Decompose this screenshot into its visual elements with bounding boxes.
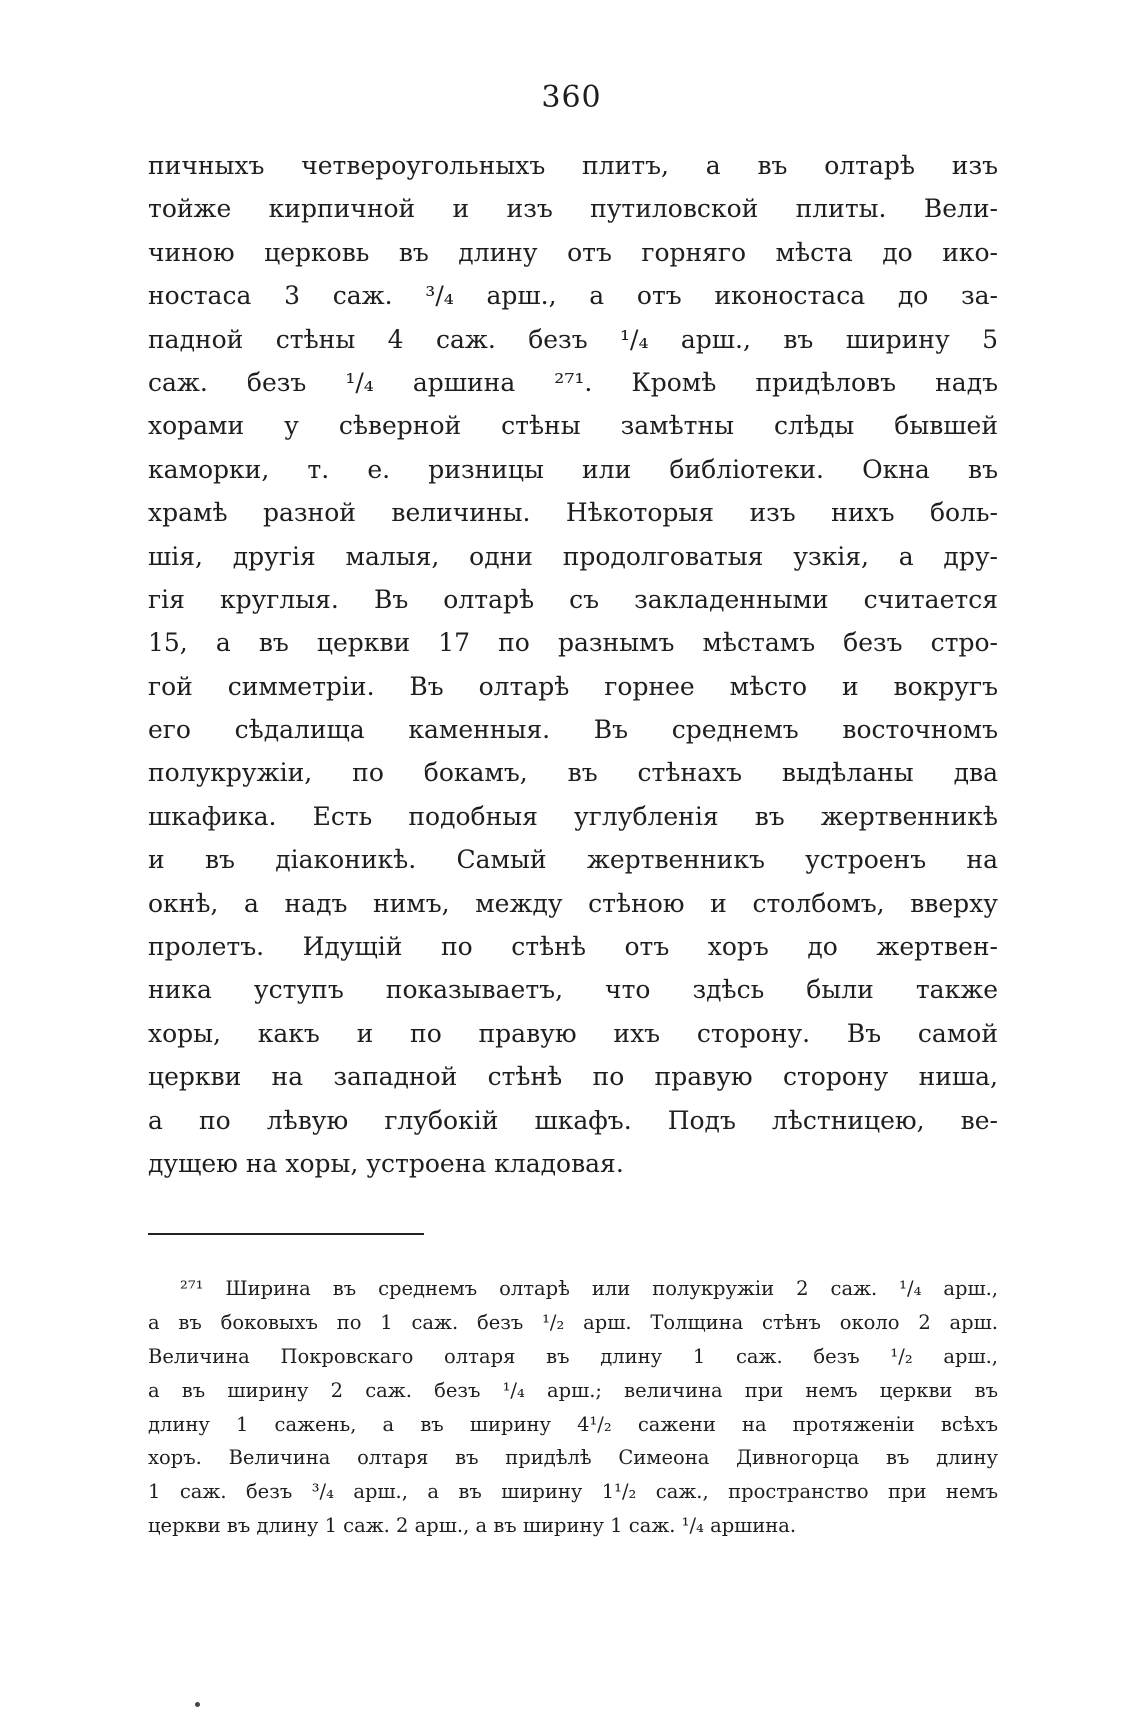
text-line: 15, а въ церкви 17 по разнымъ мѣстамъ безъ стро- <box>148 628 998 658</box>
text-line: храмѣ разной величины. Нѣкоторыя изъ нихъ боль- <box>148 498 998 528</box>
text-line: каморки, т. е. ризницы или библіотеки. Окна въ <box>148 454 998 484</box>
main-text <box>148 144 998 1185</box>
text-line: а по лѣвую глубокій шкафъ. Подъ лѣстницею, ве- <box>148 1105 998 1135</box>
text-line: саж. безъ ¹/₄ аршина ²⁷¹. Кромѣ придѣловъ надъ <box>148 367 998 397</box>
text-line: ностаса 3 саж. ³/₄ арш., а отъ иконостаса до за- <box>148 281 998 311</box>
footnote-divider <box>148 1233 424 1235</box>
text-line: и въ діаконикѣ. Самый жертвенникъ устроенъ на <box>148 845 998 875</box>
text-line: дущею на хоры, устроена кладовая. <box>148 1148 624 1178</box>
footnote-line: длину 1 сажень, а въ ширину 4¹/₂ сажени на протяженіи всѣхъ <box>148 1412 998 1436</box>
text-line: полукружіи, по бокамъ, въ стѣнахъ выдѣланы два <box>148 758 998 788</box>
text-line: шкафика. Есть подобныя углубленія въ жертвенникѣ <box>148 801 998 831</box>
text-line: пичныхъ четвероугольныхъ плитъ, а въ олтарѣ изъ <box>148 151 998 180</box>
footnote-line: церкви въ длину 1 саж. 2 арш., а въ ширину 1 саж. ¹/₄ аршина. <box>148 1514 797 1538</box>
print-speck <box>195 1702 200 1707</box>
text-line: пролетъ. Идущій по стѣнѣ отъ хоръ до жертвен- <box>148 932 998 962</box>
text-line: церкви на западной стѣнѣ по правую сторону ниша, <box>148 1062 998 1092</box>
footnote-line: ²⁷¹ Ширина въ среднемъ олтарѣ или полукружіи 2 саж. ¹/₄ арш., <box>180 1277 998 1300</box>
footnote-line: Величина Покровскаго олтаря въ длину 1 саж. безъ ¹/₂ арш., <box>148 1344 998 1368</box>
footnote-line: хоръ. Величина олтаря въ придѣлѣ Симеона Дивногорца въ длину <box>148 1446 998 1470</box>
text-line: хорами у сѣверной стѣны замѣтны слѣды бывшей <box>148 411 998 441</box>
text-line: шія, другія малыя, одни продолговатыя узкія, а дру- <box>148 541 998 571</box>
text-line: хоры, какъ и по правую ихъ сторону. Въ самой <box>148 1018 998 1048</box>
text-line: ника уступъ показываетъ, что здѣсь были также <box>148 975 998 1005</box>
page-number: 360 <box>541 80 602 115</box>
footnote-block <box>148 1272 998 1543</box>
footnote-line: а въ ширину 2 саж. безъ ¹/₄ арш.; величина при немъ церкви въ <box>148 1378 998 1402</box>
footnote-line: а въ боковыхъ по 1 саж. безъ ¹/₂ арш. Толщина стѣнъ около 2 арш. <box>148 1310 998 1334</box>
text-line: его сѣдалища каменныя. Въ среднемъ восточномъ <box>148 715 998 745</box>
text-line: тойже кирпичной и изъ путиловской плиты. Вели- <box>148 194 998 224</box>
text-line: падной стѣны 4 саж. безъ ¹/₄ арш., въ ширину 5 <box>148 324 998 354</box>
text-line: гія круглыя. Въ олтарѣ съ закладенными считается <box>148 584 998 614</box>
text-line: окнѣ, а надъ нимъ, между стѣною и столбомъ, вверху <box>148 888 998 918</box>
text-line: гой симметріи. Въ олтарѣ горнее мѣсто и вокругъ <box>148 671 998 701</box>
text-line: чиною церковь въ длину отъ горняго мѣста до ико- <box>148 237 998 267</box>
footnote-line: 1 саж. безъ ³/₄ арш., а въ ширину 1¹/₂ саж., пространство при немъ <box>148 1480 998 1504</box>
